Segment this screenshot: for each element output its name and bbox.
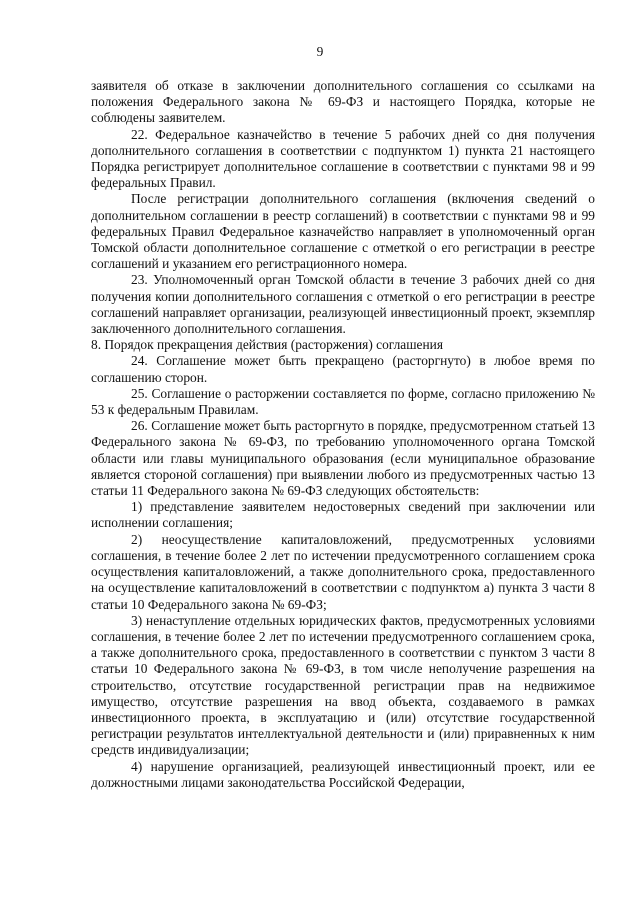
list-item-3: 3) ненаступление отдельных юридических фактов, предусмотренных условиями соглашения, в течение более 2 лет по истечении предусмотренного соглашением срока, а также дополнительного срока, предоставленного в соответствии с пунктом 3 части 8 статьи 10 Федерального закона № 69-ФЗ, в том числе неполучение разрешения на строительство, отсутствие государственной регистрации прав на недвижимое имущество, отсутствие разрешения на ввод объекта, создаваемого в рамках инвестиционного проекта, в эксплуатацию и (или) отсутствие государственной регистрации результатов интеллектуальной деятельности и (или) приравненных к ним средств индивидуализации; <box>91 612 595 758</box>
paragraph-25: 25. Соглашение о расторжении составляется по форме, согласно приложению № 53 к федеральным Правилам. <box>91 385 595 418</box>
paragraph-24: 24. Соглашение может быть прекращено (расторгнуто) в любое время по соглашению сторон. <box>91 353 595 385</box>
document-body <box>91 78 595 791</box>
list-item-1: 1) представление заявителем недостоверных сведений при заключении или исполнении соглашения; <box>91 499 595 531</box>
list-item-2: 2) неосуществление капиталовложений, предусмотренных условиями соглашения, в течение более 2 лет по истечении предусмотренного соглашением срока осуществления капиталовложений, а также дополнительного срока, предоставленного на осуществление капиталовложений в соответствии с подпунктом а) пункта 3 части 8 статьи 10 Федерального закона № 69-ФЗ; <box>91 531 595 612</box>
paragraph-26: 26. Соглашение может быть расторгнуто в порядке, предусмотренном статьей 13 Федерального закона № 69-ФЗ, по требованию уполномоченного органа Томской области или главы муниципального образования (если муниципальное образование является стороной соглашения) при выявлении любого из предусмотренных частью 13 статьи 11 Федерального закона № 69-ФЗ следующих обстоятельств: <box>91 418 595 499</box>
section-title: 8. Порядок прекращения действия (расторжения) соглашения <box>91 337 443 353</box>
paragraph-22: 22. Федеральное казначейство в течение 5 рабочих дней со дня получения дополнительного соглашения в соответствии с подпунктом 1) пункта 21 настоящего Порядка регистрирует дополнительное соглашение в соответствии с пунктами 98 и 99 федеральных Правил. <box>91 126 595 191</box>
page-number: 9 <box>316 44 324 59</box>
paragraph: заявителя об отказе в заключении дополнительного соглашения со ссылками на положения Федерального закона № 69-ФЗ и настоящего Порядка, которые не соблюдены заявителем. <box>91 78 595 126</box>
list-item-4: 4) нарушение организацией, реализующей инвестиционный проект, или ее должностными лицами законодательства Российской Федерации, <box>91 758 595 790</box>
paragraph-23: 23. Уполномоченный орган Томской области в течение 3 рабочих дней со дня получения копии дополнительного соглашения с отметкой о его регистрации в реестре соглашений направляет организации, реализующей инвестиционный проект, экземпляр заключенного дополнительного соглашения. <box>91 272 595 337</box>
paragraph-registration: После регистрации дополнительного соглашения (включения сведений о дополнительном соглашении в реестр соглашений) в соответствии с пунктами 98 и 99 федеральных Правил Федеральное казначейство направляет в уполномоченный орган Томской области дополнительное соглашение с отметкой о его регистрации в реестре соглашений и указанием его регистрационного номера. <box>91 191 595 272</box>
